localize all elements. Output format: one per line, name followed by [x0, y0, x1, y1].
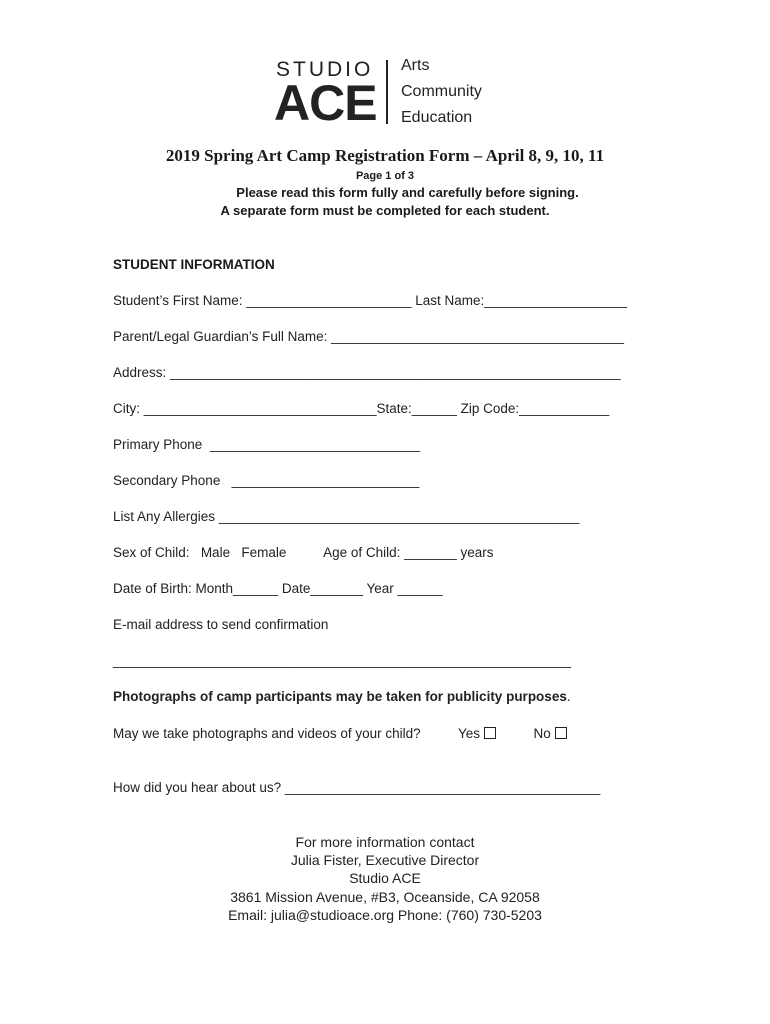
photo-yes-label: Yes	[457, 726, 480, 741]
city-label: City:	[113, 401, 140, 416]
name-row	[113, 293, 627, 308]
sex-label: Sex of Child:	[113, 545, 190, 560]
photo-notice-text: Photographs of camp participants may be taken for publicity purposes	[113, 689, 567, 704]
guardian-row	[113, 329, 624, 344]
footer-email-phone: Email: julia@studioace.org Phone: (760) 730-5203	[228, 907, 542, 923]
email-field[interactable]: _____________________________________________________________	[113, 653, 571, 668]
logo-tag-arts: Arts	[401, 57, 430, 74]
first-name-field[interactable]: ______________________	[246, 293, 412, 308]
zip-label: Zip Code:	[460, 401, 520, 416]
logo-tag-education: Education	[401, 109, 473, 126]
photo-no-checkbox[interactable]	[555, 727, 567, 739]
footer-contact-intro: For more information contact	[295, 834, 475, 850]
city-field[interactable]: _______________________________	[143, 401, 377, 416]
hear-field[interactable]: __________________________________________	[284, 780, 601, 795]
sex-option-female[interactable]: Female	[241, 545, 287, 560]
dob-row	[113, 581, 443, 596]
guardian-field[interactable]: _______________________________________	[331, 329, 624, 344]
zip-field[interactable]: ____________	[519, 401, 610, 416]
form-title: 2019 Spring Art Camp Registration Form – April 8, 9, 10, 11	[165, 146, 605, 165]
age-unit: years	[460, 545, 494, 560]
studio-ace-logo	[274, 56, 516, 131]
email-label: E-mail address to send confirmation	[113, 617, 329, 632]
footer-org-name: Studio ACE	[349, 870, 421, 886]
page-number: Page 1 of 3	[355, 170, 415, 182]
footer-contact-name: Julia Fister, Executive Director	[290, 852, 480, 868]
state-label: State:	[376, 401, 412, 416]
primary-phone-label: Primary Phone	[113, 437, 203, 452]
primary-phone-row	[113, 437, 420, 452]
instruction-separate: A separate form must be completed for each student.	[220, 203, 550, 218]
secondary-phone-row	[113, 473, 419, 488]
dob-date-label: Date	[281, 581, 311, 596]
last-name-label: Last Name:	[415, 293, 485, 308]
last-name-field[interactable]: ___________________	[484, 293, 627, 308]
allergies-label: List Any Allergies	[113, 509, 216, 524]
guardian-label: Parent/Legal Guardian’s Full Name:	[113, 329, 328, 344]
photo-question: May we take photographs and videos of your child?	[113, 726, 421, 741]
age-label: Age of Child:	[323, 545, 401, 560]
photo-yes-checkbox[interactable]	[484, 727, 496, 739]
age-field[interactable]: _______	[404, 545, 457, 560]
dob-year-label: Year	[366, 581, 394, 596]
photo-no-label: No	[533, 726, 551, 741]
photo-notice-period: .	[566, 689, 571, 704]
logo-tag-community: Community	[401, 83, 482, 100]
hear-row	[113, 780, 600, 795]
allergies-row	[113, 509, 579, 524]
photo-notice	[113, 689, 571, 704]
dob-date-field[interactable]: _______	[310, 581, 363, 596]
dob-month-label: Date of Birth: Month	[113, 581, 234, 596]
sex-age-row	[113, 545, 494, 560]
secondary-phone-field[interactable]: _________________________	[231, 473, 420, 488]
secondary-phone-label: Secondary Phone	[113, 473, 221, 488]
primary-phone-field[interactable]: ____________________________	[209, 437, 421, 452]
dob-year-field[interactable]: ______	[397, 581, 443, 596]
logo-ace-text: ACE	[274, 75, 377, 131]
address-row	[113, 365, 621, 380]
section-student-information: STUDENT INFORMATION	[113, 257, 275, 272]
dob-month-field[interactable]: ______	[233, 581, 279, 596]
hear-label: How did you hear about us?	[113, 780, 282, 795]
allergies-field[interactable]: ________________________________________________	[218, 509, 580, 524]
sex-option-male[interactable]: Male	[200, 545, 231, 560]
first-name-label: Student’s First Name:	[113, 293, 243, 308]
city-row	[113, 401, 609, 416]
logo-studio-text: STUDIO	[276, 58, 374, 81]
photo-question-row	[113, 726, 567, 741]
footer-address: 3861 Mission Avenue, #B3, Oceanside, CA 92058	[230, 889, 540, 905]
instruction-read: Please read this form fully and carefully before signing.	[236, 185, 579, 200]
address-field[interactable]: ____________________________________________________________	[170, 365, 621, 380]
address-label: Address:	[113, 365, 167, 380]
logo-divider	[386, 60, 388, 124]
state-field[interactable]: ______	[411, 401, 457, 416]
